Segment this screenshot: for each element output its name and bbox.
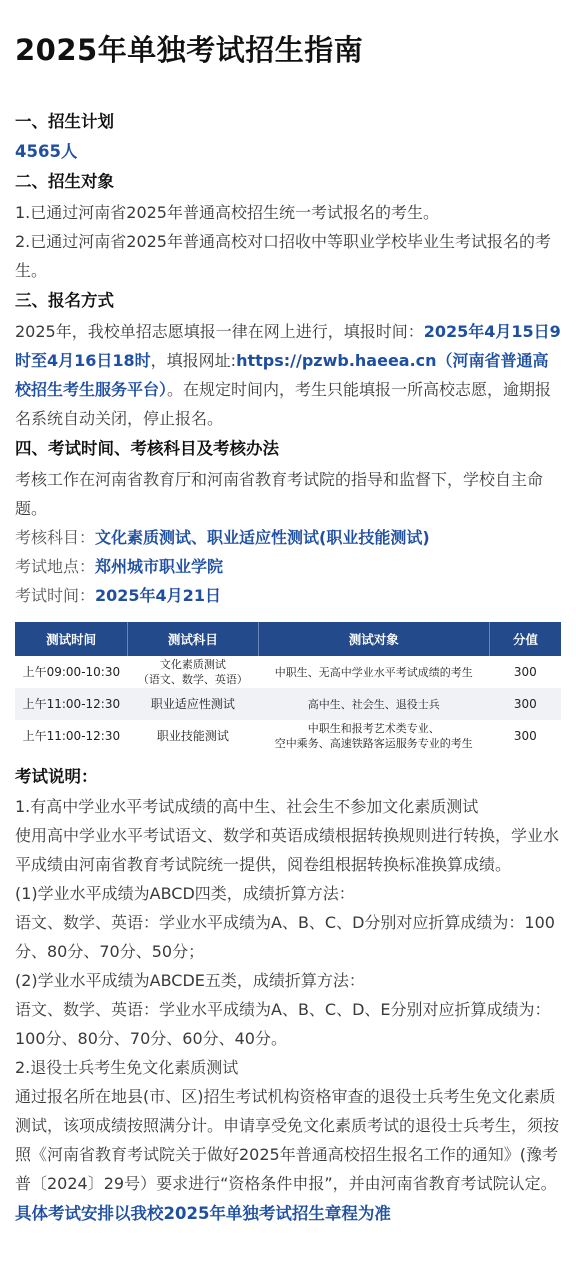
apply-paragraph xyxy=(15,317,561,433)
place-value: 郑州城市职业学院 xyxy=(95,557,224,576)
section-target-heading: 二、招生对象 xyxy=(15,172,114,191)
note-line-6: 语文、数学、英语：学业水平成绩为A、B、C、D、E分别对应折算成绩为：100分、80分、70分、60分、40分。 xyxy=(15,1000,551,1048)
header-time: 测试时间 xyxy=(15,622,128,656)
target-item-1: 1.已通过河南省2025年普通高校招生统一考试报名的考生。 xyxy=(15,203,439,222)
cell-target: 高中生、社会生、退役士兵 xyxy=(258,688,490,720)
cell-subject-line2: （语文、数学、英语） xyxy=(137,673,248,686)
section-exam-heading: 四、考试时间、考核科目及考核办法 xyxy=(15,439,279,458)
note-line-8: 通过报名所在地县(市、区)招生考试机构资格审查的退役士兵考生免文化素质测试，该项成绩按照满分计。申请享受免文化素质考试的退役士兵考生，须按照《河南省教育考试院关于做好2025年普通高校招生报名工作的通知》(豫考普〔2024〕29号）要求进行“资格条件申报”，并由河南省教育考试院认定。 xyxy=(15,1087,560,1193)
cell-score: 300 xyxy=(490,688,561,720)
cell-time: 上午09:00-10:30 xyxy=(15,656,128,688)
note-line-1: 1.有高中学业水平考试成绩的高中生、社会生不参加文化素质测试 xyxy=(15,797,479,816)
header-target: 测试对象 xyxy=(258,622,490,656)
date-label: 考试时间： xyxy=(15,586,96,605)
cell-subject: 职业技能测试 xyxy=(128,720,258,752)
place-label: 考试地点： xyxy=(15,557,96,576)
plan-value: 4565人 xyxy=(15,142,78,161)
note-line-7: 2.退役士兵考生免文化素质测试 xyxy=(15,1058,239,1077)
exam-place xyxy=(15,552,561,581)
page-title: 2025年单独考试招生指南 xyxy=(15,33,364,67)
exam-intro: 考核工作在河南省教育厅和河南省教育考试院的指导和监督下，学校自主命题。 xyxy=(15,470,544,518)
note-line-3: (1)学业水平成绩为ABCD四类，成绩折算方法： xyxy=(15,884,355,903)
exam-date xyxy=(15,581,561,610)
note-line-4: 语文、数学、英语：学业水平成绩为A、B、C、D分别对应折算成绩为：100分、80分、70分、50分； xyxy=(15,913,555,961)
exam-subjects xyxy=(15,523,561,552)
apply-text-1: 2025年，我校单招志愿填报一律在网上进行，填报时间： xyxy=(15,322,424,341)
subjects-label: 考核科目： xyxy=(15,528,96,547)
table-row xyxy=(15,688,561,720)
final-note: 具体考试安排以我校2025年单独考试招生章程为准 xyxy=(15,1204,391,1223)
table-row xyxy=(15,720,561,752)
cell-target: 中职生、无高中学业水平考试成绩的考生 xyxy=(258,656,490,688)
section-apply-heading: 三、报名方式 xyxy=(15,291,114,310)
cell-score: 300 xyxy=(490,720,561,752)
cell-target xyxy=(258,720,490,752)
apply-text-2: ，填报网址: xyxy=(150,351,237,370)
header-score: 分值 xyxy=(490,622,561,656)
subjects-value: 文化素质测试、职业适应性测试(职业技能测试) xyxy=(95,528,430,547)
apply-url-link[interactable]: https://pzwb.haeea.cn（河南省普通高校招生考生服务平台） xyxy=(15,351,549,399)
cell-target-line1: 中职生和报考艺术类专业、 xyxy=(307,722,440,735)
cell-target-line2: 空中乘务、高速铁路客运服务专业的考生 xyxy=(274,737,473,750)
table-header-row xyxy=(15,622,561,656)
notes-heading: 考试说明： xyxy=(15,767,98,786)
header-subject: 测试科目 xyxy=(128,622,258,656)
note-line-5: (2)学业水平成绩为ABCDE五类，成绩折算方法： xyxy=(15,971,365,990)
apply-time: 2025年4月15日9时至4月16日18时 xyxy=(15,322,561,370)
cell-subject: 职业适应性测试 xyxy=(128,688,258,720)
target-item-2: 2.已通过河南省2025年普通高校对口招收中等职业学校毕业生考试报名的考生。 xyxy=(15,232,551,280)
cell-time: 上午11:00-12:30 xyxy=(15,720,128,752)
section-plan-heading: 一、招生计划 xyxy=(15,112,114,131)
table-row xyxy=(15,656,561,688)
date-value: 2025年4月21日 xyxy=(95,586,221,605)
cell-score: 300 xyxy=(490,656,561,688)
cell-subject xyxy=(128,656,258,688)
apply-text-3: 。在规定时间内，考生只能填报一所高校志愿，逾期报名系统自动关闭，停止报名。 xyxy=(15,380,552,428)
exam-schedule-table xyxy=(15,622,561,752)
cell-subject-line1: 文化素质测试 xyxy=(159,658,226,671)
note-line-2: 使用高中学业水平考试语文、数学和英语成绩根据转换规则进行转换，学业水平成绩由河南省教育考试院统一提供，阅卷组根据转换标准换算成绩。 xyxy=(15,826,560,874)
cell-time: 上午11:00-12:30 xyxy=(15,688,128,720)
